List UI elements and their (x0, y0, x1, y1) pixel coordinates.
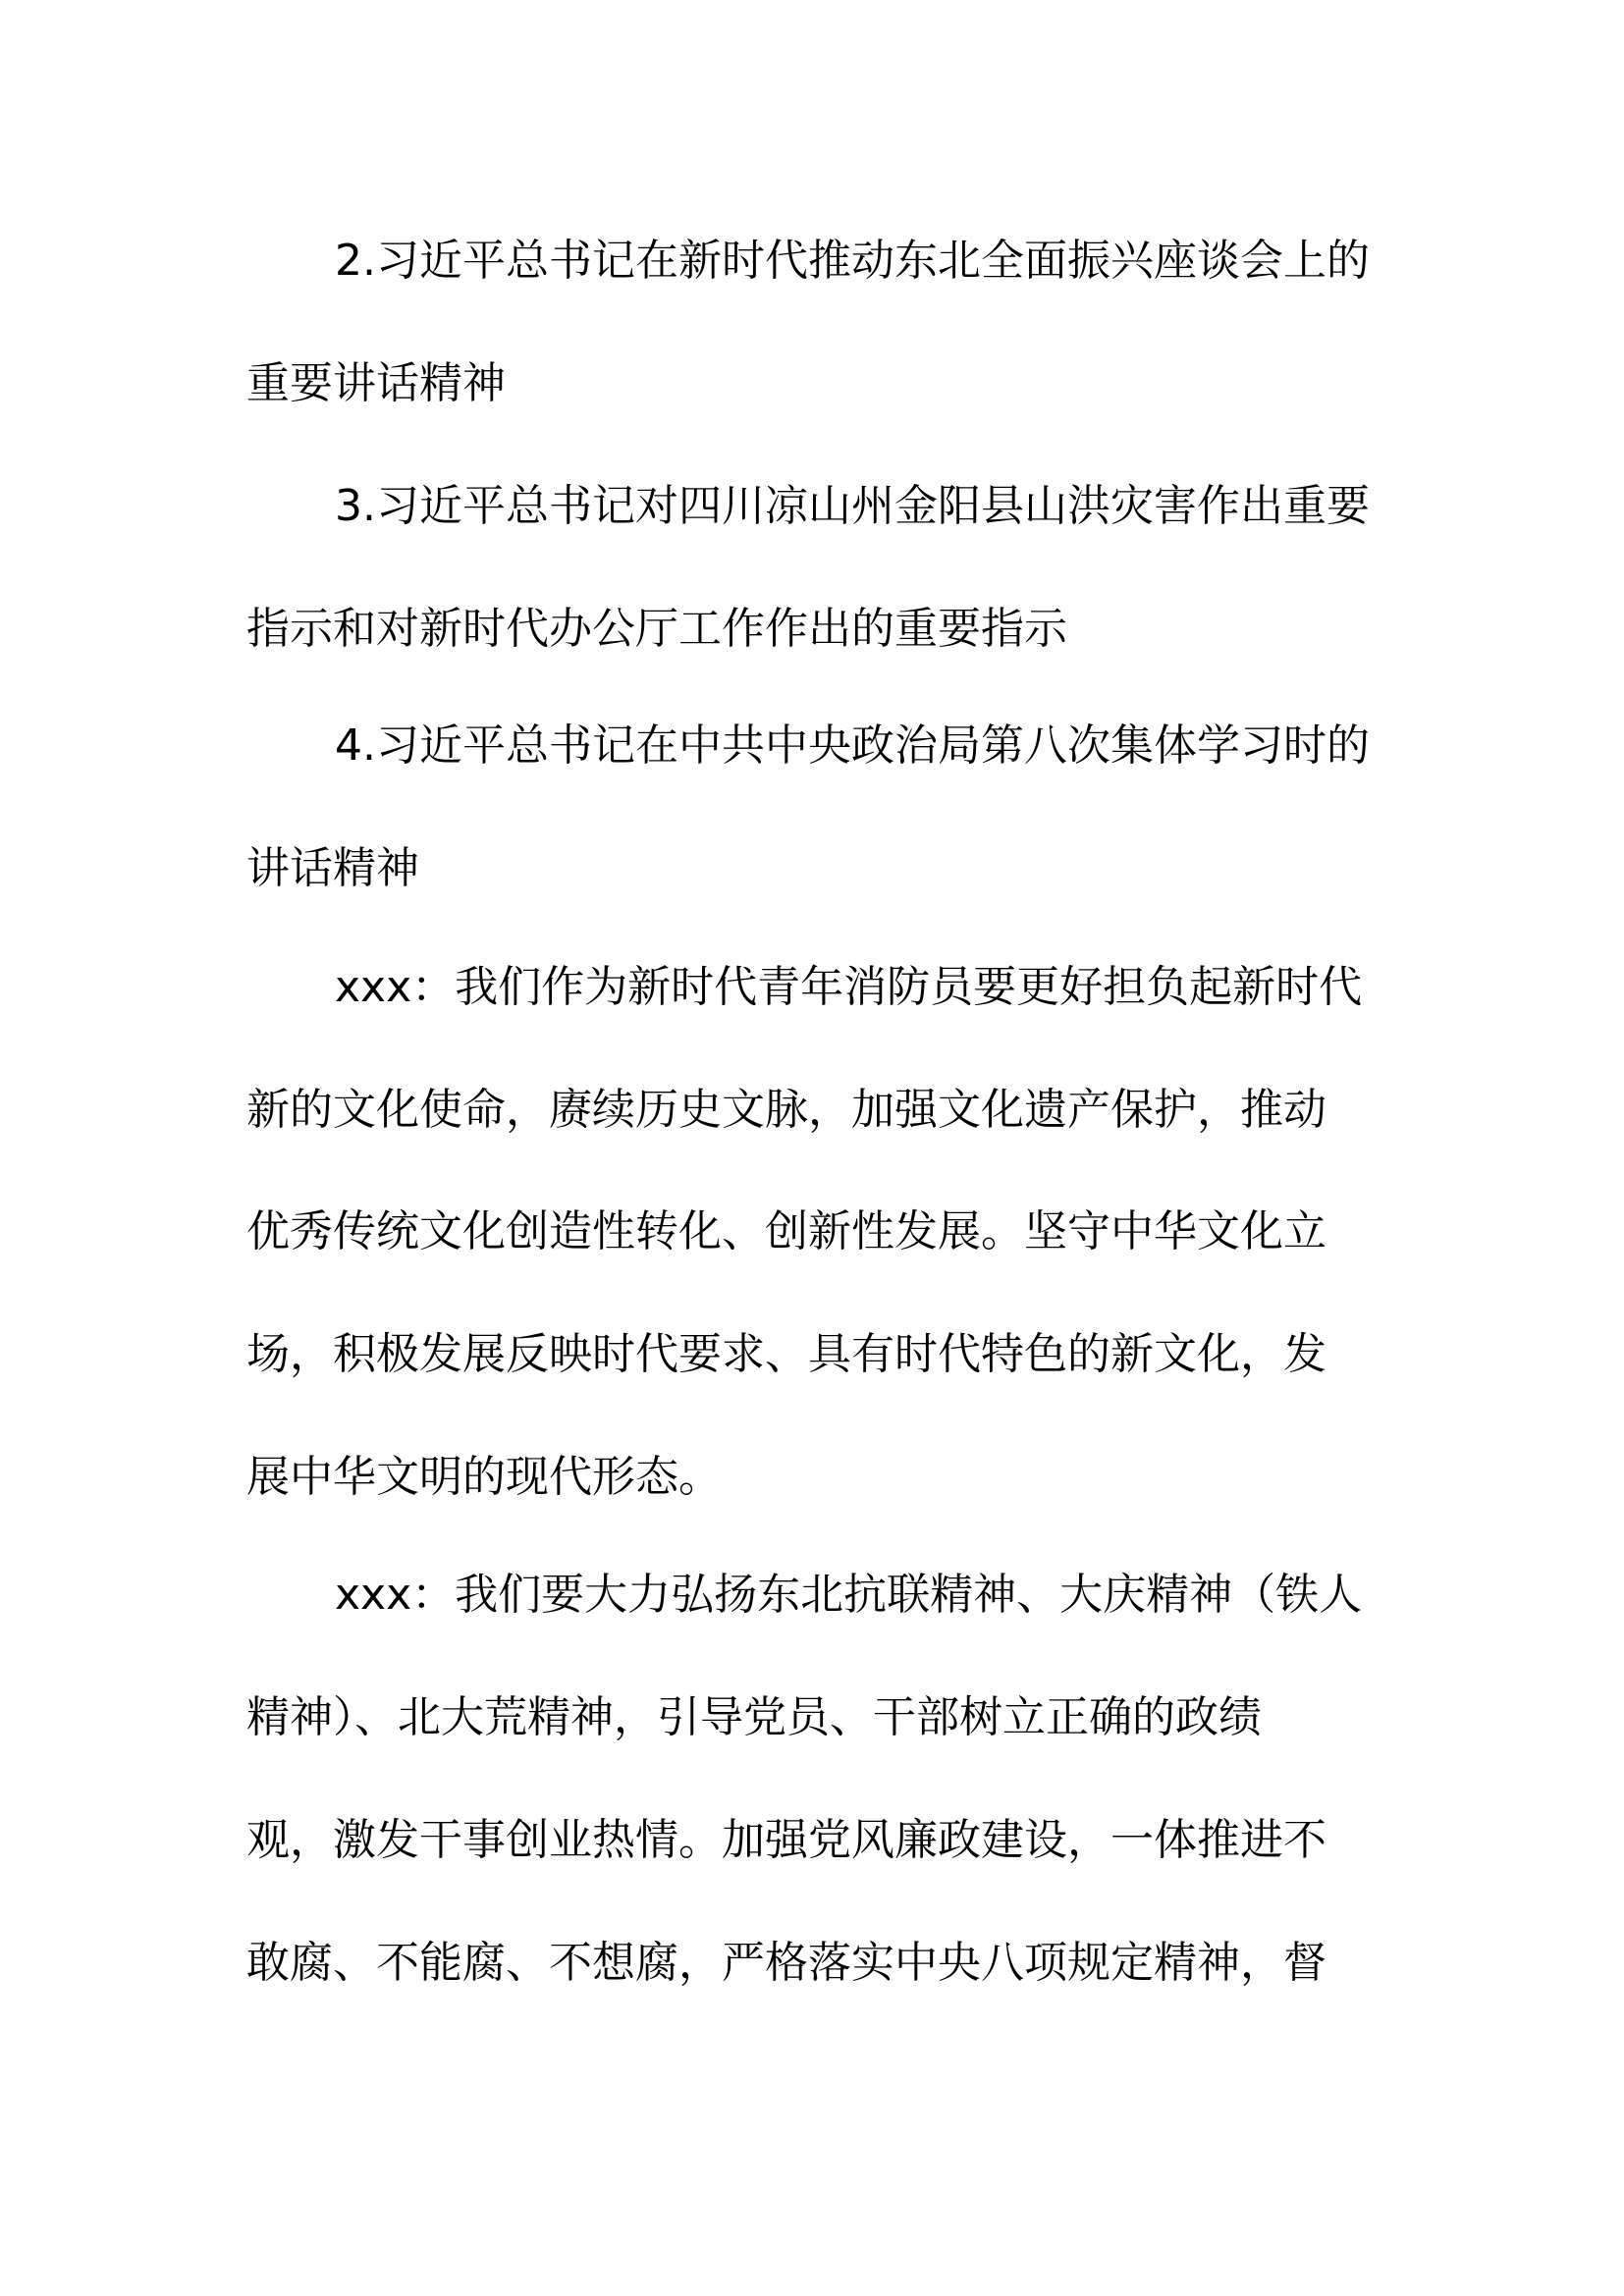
paragraph-statement-2-line-4: 敢腐、不能腐、不想腐，严格落实中央八项规定精神，督 (246, 1938, 1326, 1988)
paragraph-statement-1-line-3: 优秀传统文化创造性转化、创新性发展。坚守中华文化立 (246, 1206, 1326, 1256)
paragraph-item-2-line-2: 重要讲话精神 (246, 358, 506, 408)
paragraph-statement-1-line-4: 场，积极发展反映时代要求、具有时代特色的新文化，发 (246, 1329, 1326, 1379)
paragraph-statement-1-line-2: 新的文化使命，赓续历史文脉，加强文化遗产保护，推动 (246, 1085, 1326, 1135)
paragraph-statement-2-line-1: xxx：我们要大力弘扬东北抗联精神、大庆精神（铁人 (335, 1570, 1363, 1620)
paragraph-statement-2-line-3: 观，激发干事创业热情。加强党风廉政建设，一体推进不 (246, 1815, 1326, 1865)
paragraph-statement-2-line-2: 精神）、北大荒精神，引导党员、干部树立正确的政绩 (246, 1692, 1262, 1742)
paragraph-statement-1-line-1: xxx：我们作为新时代青年消防员要更好担负起新时代 (335, 962, 1363, 1012)
paragraph-item-4-line-2: 讲话精神 (246, 843, 419, 893)
paragraph-item-3-line-2: 指示和对新时代办公厅工作作出的重要指示 (246, 604, 1067, 654)
paragraph-item-3-line-1: 3.习近平总书记对四川凉山州金阳县山洪灾害作出重要 (335, 481, 1370, 531)
paragraph-item-2-line-1: 2.习近平总书记在新时代推动东北全面振兴座谈会上的 (335, 236, 1370, 286)
paragraph-statement-1-line-5: 展中华文明的现代形态。 (246, 1452, 722, 1502)
paragraph-item-4-line-1: 4.习近平总书记在中共中央政治局第八次集体学习时的 (335, 721, 1370, 771)
